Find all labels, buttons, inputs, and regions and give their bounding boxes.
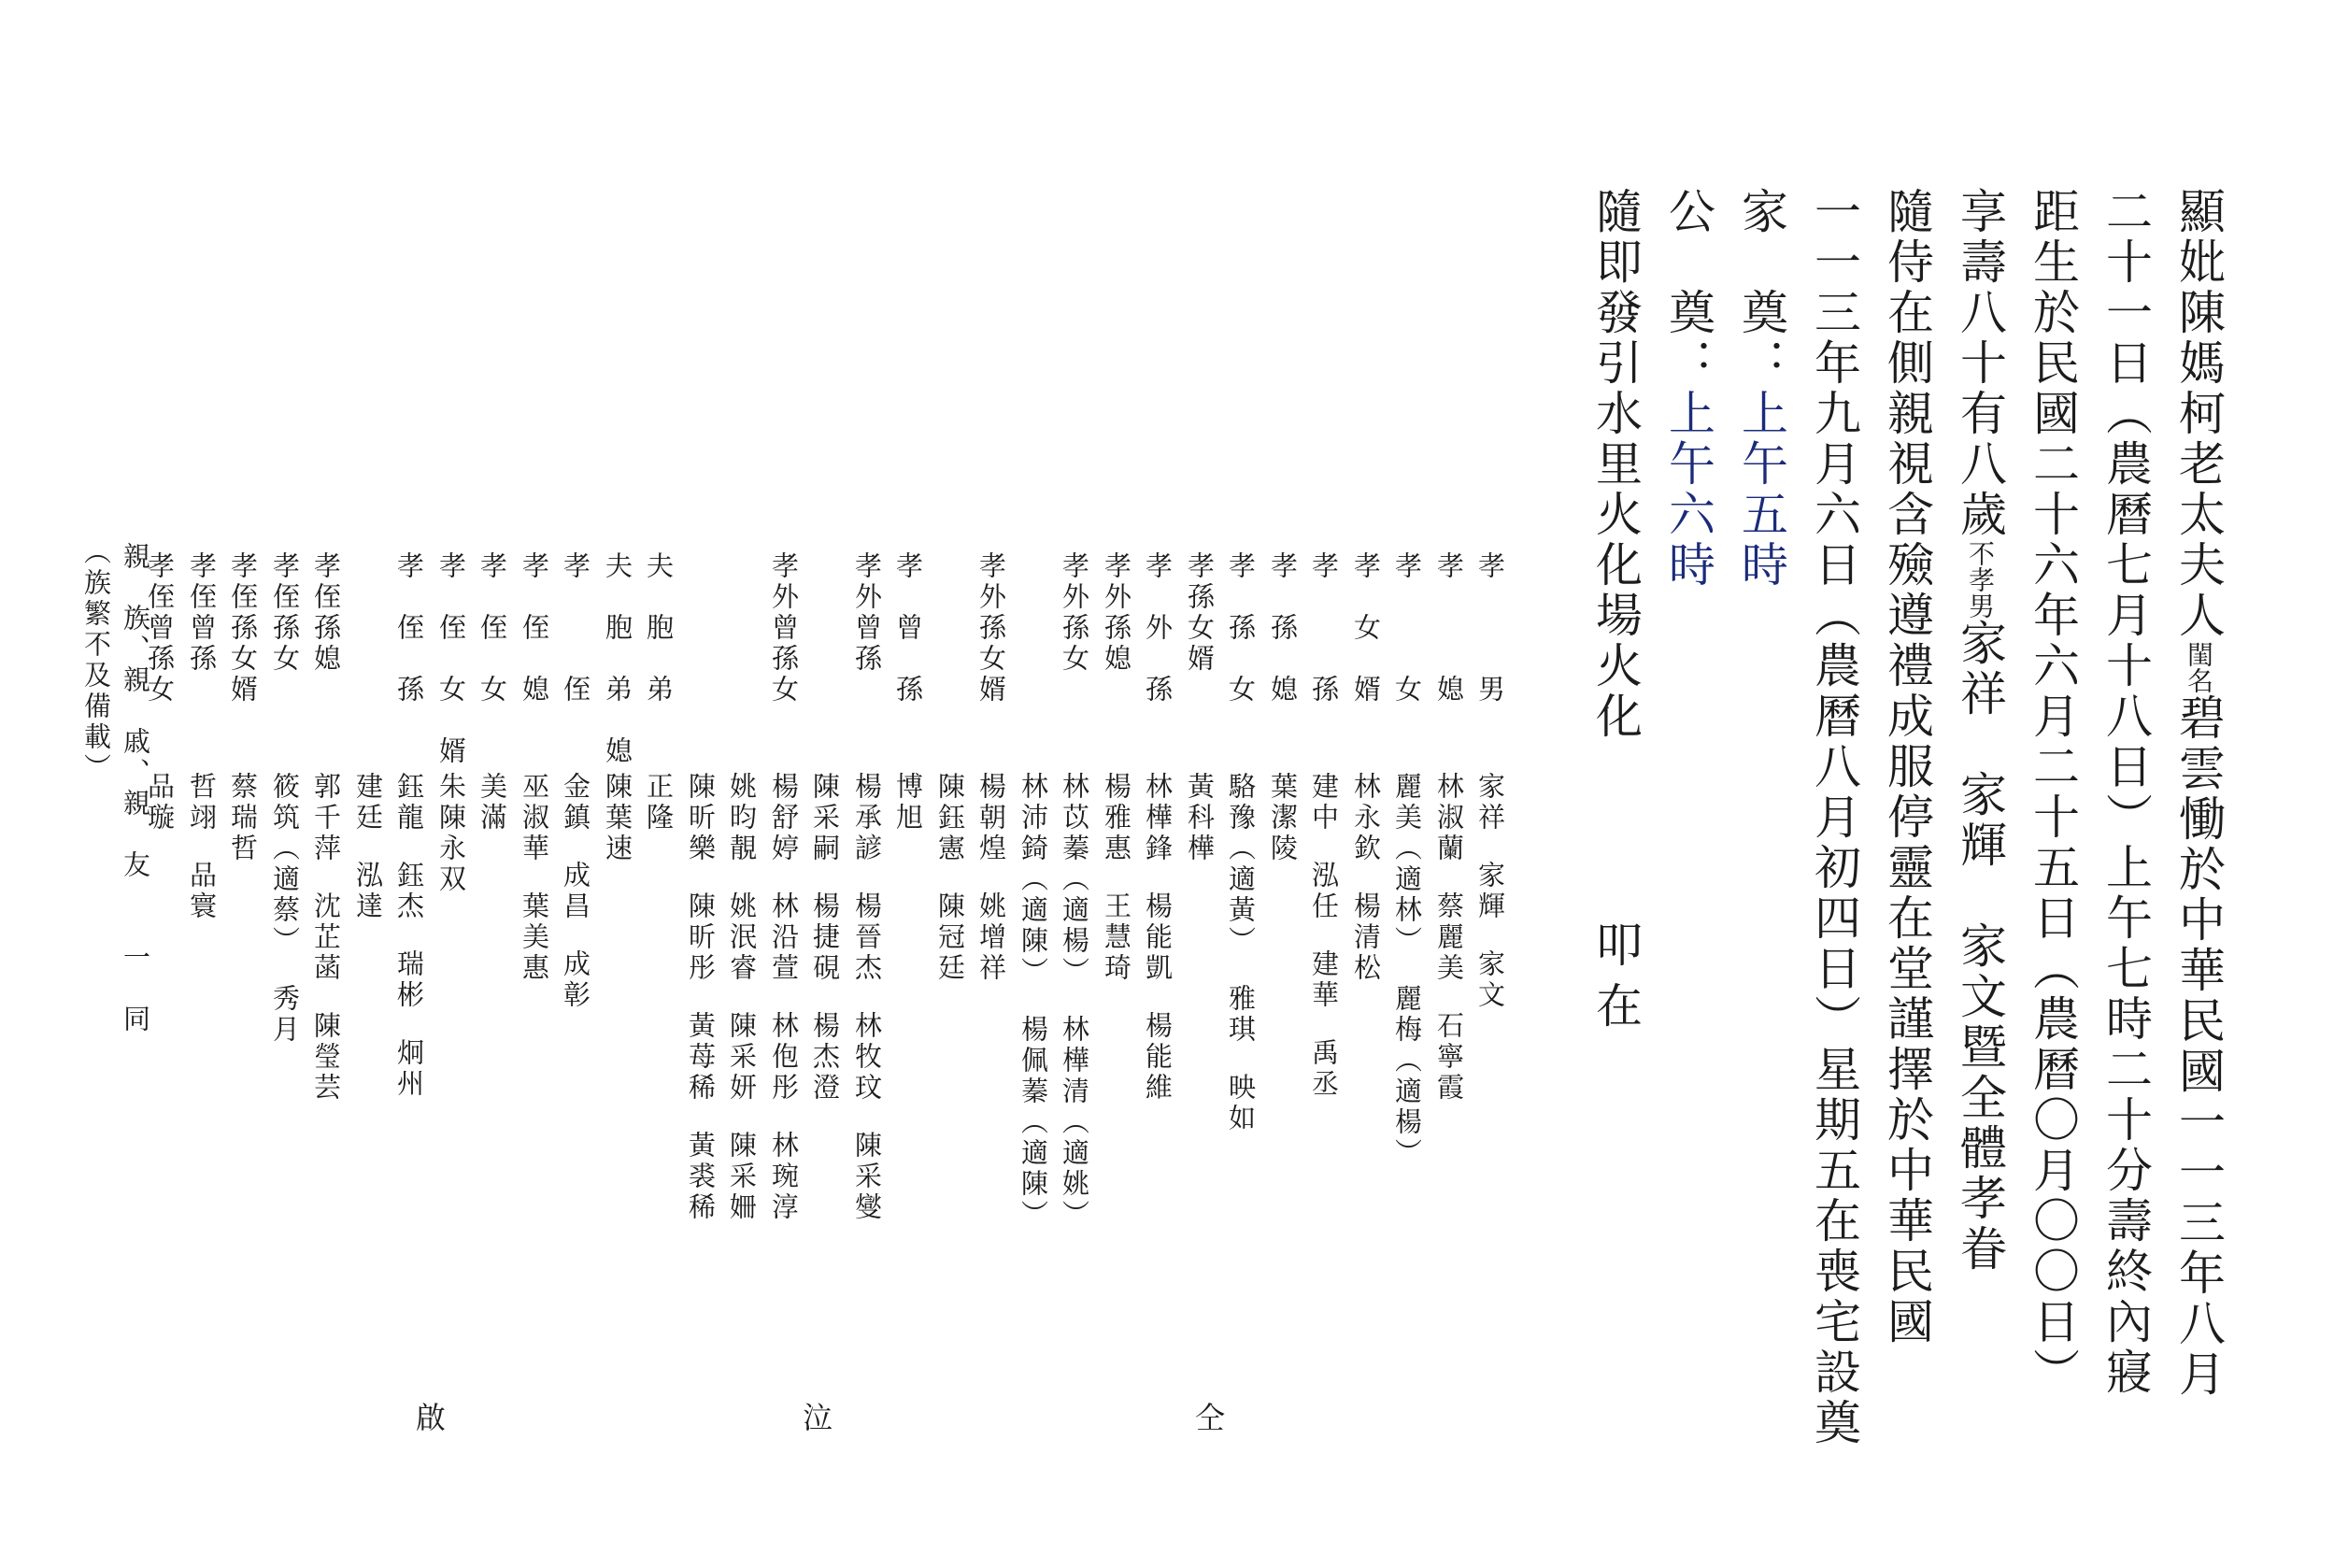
- mourner-name: 陳采妍: [726, 1011, 758, 1104]
- closing-qi-start: 啟: [411, 1402, 447, 1432]
- mourner-relation: 孝 媳: [1433, 551, 1465, 706]
- mourner-name: 駱豫（適黃）: [1225, 772, 1257, 957]
- mourner-name: 楊佩蓁（適陳）: [1018, 1015, 1049, 1231]
- mourner-relation: 孝 外 孫: [1142, 551, 1174, 706]
- mourner-name: 姚泯睿: [726, 891, 758, 984]
- mourner-relation: 孝外曾孫女: [768, 551, 800, 706]
- announcement-line-2: 二十一日（農曆七月十八日）上午七時二十分壽終內寢: [2099, 187, 2153, 1398]
- mourner-name: 成昌: [560, 861, 591, 922]
- mourner-name: 郭千萍: [310, 772, 342, 864]
- mourner-name: 建華: [1308, 949, 1340, 1011]
- mourner-name: 陳葉速: [602, 772, 633, 864]
- mourner-name: 秀月: [269, 984, 301, 1046]
- family-rite-line: 家 奠：上午五時: [1734, 187, 1788, 591]
- mourner-name: 陳瑩芸: [310, 1011, 342, 1104]
- mourner-relation: 孝 侄: [560, 551, 591, 706]
- mourner-name: 林牧玟: [851, 1011, 883, 1104]
- mourner-name: 林永欽: [1350, 772, 1382, 864]
- mourner-name: 黃科樺: [1184, 772, 1216, 864]
- mourner-relation: 孝 侄 女: [477, 551, 508, 706]
- mourner-name: 林琬淳: [768, 1131, 800, 1223]
- mourner-name: 姚昀靚: [726, 772, 758, 864]
- relatives-line: 親 族、親 戚、親 友 一 同: [120, 542, 151, 1035]
- mourner-relation: 孝 侄 孫: [393, 551, 425, 706]
- son-label: 不孝男: [1965, 540, 1996, 619]
- mourner-name: 楊晉杰: [851, 891, 883, 984]
- mourner-relation: 孝侄曾孫女: [144, 551, 176, 706]
- family-rite-time: 上午五時: [1734, 389, 1788, 591]
- mourner-name: 陳冠廷: [934, 891, 966, 984]
- mourner-name: 陳采姍: [726, 1131, 758, 1223]
- mourner-relation: 孝 孫: [1308, 551, 1340, 706]
- mourner-relation: 孝 男: [1474, 551, 1506, 706]
- public-rite-line: 公 奠：上午六時: [1661, 187, 1715, 591]
- mourner-name: 陳昕彤: [685, 891, 717, 984]
- mourner-name: 黃裘稀: [685, 1131, 717, 1223]
- mourner-name: 炯州: [393, 1038, 425, 1100]
- mourner-relation: 孝侄孫媳: [310, 551, 342, 675]
- mourner-name: 品寰: [186, 861, 218, 922]
- announcement-line-6: 一一三年九月六日（農曆八月初四日）星期五在喪宅設奠: [1807, 187, 1861, 1448]
- mourner-relation: 孝外孫女: [1059, 551, 1090, 675]
- mourner-name: 泓任: [1308, 861, 1340, 922]
- mourner-name: 林苡蓁（適楊）: [1059, 772, 1090, 988]
- mourner-name: 楊杰澄: [809, 1011, 841, 1104]
- mourner-name: 雅琪: [1225, 984, 1257, 1046]
- mourner-relation: 孝 女 婿: [1350, 551, 1382, 706]
- mourner-name: 建廷: [352, 772, 384, 834]
- mourner-name: 建中: [1308, 772, 1340, 834]
- closing-tong: 仝: [1190, 1402, 1226, 1432]
- zai-character: 在: [1588, 981, 1643, 1032]
- announcement-line-1: 顯妣陳媽柯老太夫人閨名碧雲慟於中華民國一一三年八月: [2171, 187, 2226, 1400]
- mourner-name: 沈芷菡: [310, 891, 342, 984]
- mourner-name: 正隆: [643, 772, 675, 834]
- mourner-name: 王慧琦: [1101, 891, 1132, 984]
- mourner-name: 林沿萱: [768, 891, 800, 984]
- mourner-relation: 孝侄孫女: [269, 551, 301, 675]
- mourner-name: 家輝: [1474, 861, 1506, 922]
- mourner-name: 品璇: [144, 772, 176, 834]
- mourner-name: 楊朝煌: [975, 772, 1007, 864]
- mourner-relation: 孝外孫女婿: [975, 551, 1007, 706]
- mourner-name: 金鎮: [560, 772, 591, 834]
- mourner-name: 哲翊: [186, 772, 218, 834]
- mourner-name: 陳采燮: [851, 1131, 883, 1223]
- mourner-name: 筱筑（適蔡）: [269, 772, 301, 957]
- mourner-name: 楊能凱: [1142, 891, 1174, 984]
- mourner-name: 姚增祥: [975, 891, 1007, 984]
- mourner-name: 鈺龍: [393, 772, 425, 834]
- closing-qi: 泣: [798, 1402, 833, 1432]
- mourner-relation: 孝外曾孫: [851, 551, 883, 675]
- mourner-relation: 夫 胞 弟 媳: [602, 551, 633, 767]
- cremation-line: 隨即發引水里火化場火化: [1588, 187, 1643, 742]
- mourner-name: 巫淑華: [519, 772, 550, 864]
- mourner-relation: 孝孫女婿: [1184, 551, 1216, 675]
- mourner-relation: 孝 孫 女: [1225, 551, 1257, 706]
- mourner-name: 陳采嗣: [809, 772, 841, 864]
- mourner-name: 林淑蘭: [1433, 772, 1465, 864]
- mourner-name: 石寧霞: [1433, 1011, 1465, 1104]
- mourner-name: 楊承諺: [851, 772, 883, 864]
- mourner-name: 葉潔陵: [1267, 772, 1299, 864]
- mourner-name: 美滿: [477, 772, 508, 834]
- mourner-name: 家文: [1474, 949, 1506, 1011]
- note-line: （族繁不及備載）: [80, 537, 112, 784]
- mourner-name: 禹丞: [1308, 1038, 1340, 1100]
- mourner-name: 陳昕樂: [685, 772, 717, 864]
- mourner-name: 林樺清（適姚）: [1059, 1015, 1090, 1231]
- mourner-relation: 孝 侄 媳: [519, 551, 550, 706]
- mourner-name: 朱陳永双: [435, 772, 467, 895]
- mourner-name: 瑞彬: [393, 949, 425, 1011]
- mourner-name: 楊清松: [1350, 891, 1382, 984]
- mourner-name: 陳鈺憲: [934, 772, 966, 864]
- mourner-relation: 孝侄曾孫: [186, 551, 218, 675]
- mourner-relation: 孝侄孫女婿: [227, 551, 259, 706]
- mourner-name: 黃苺稀: [685, 1011, 717, 1104]
- mourner-relation: 孝 曾 孫: [892, 551, 924, 706]
- mourner-name: 林沛錡（適陳）: [1018, 772, 1049, 988]
- announcement-line-3: 距生於民國二十六年六月二十五日（農曆〇月〇〇日）: [2026, 187, 2080, 1398]
- mourner-name: 麗美（適林）: [1391, 772, 1423, 957]
- mourner-name: 鈺杰: [393, 861, 425, 922]
- honorific-note: 閨名: [2184, 641, 2214, 693]
- mourner-name: 蔡麗美: [1433, 891, 1465, 984]
- mourner-name: 博旭: [892, 772, 924, 834]
- mourner-name: 楊雅惠: [1101, 772, 1132, 864]
- mourner-name: 林佨彤: [768, 1011, 800, 1104]
- mourner-name: 成彰: [560, 949, 591, 1011]
- mourner-name: 葉美惠: [519, 891, 550, 984]
- mourner-name: 泓達: [352, 861, 384, 922]
- mourner-relation: 孝 女: [1391, 551, 1423, 706]
- announcement-line-5: 隨侍在側親視含殮遵禮成服停靈在堂謹擇於中華民國: [1880, 187, 1934, 1347]
- announcement-line-4: 享壽八十有八歲不孝男家祥 家輝 家文暨全體孝眷: [1953, 187, 2007, 1275]
- mourner-name: 麗梅（適楊）: [1391, 984, 1423, 1169]
- mourner-name: 楊舒婷: [768, 772, 800, 864]
- mourner-name: 楊捷硯: [809, 891, 841, 984]
- mourner-name: 林樺鋒: [1142, 772, 1174, 864]
- mourner-relation: 夫 胞 弟: [643, 551, 675, 706]
- mourner-relation: 孝 孫 媳: [1267, 551, 1299, 706]
- mourner-relation: 孝 侄 女 婿: [435, 551, 467, 767]
- kou-character: 叩: [1588, 920, 1643, 971]
- mourner-name: 蔡瑞哲: [227, 772, 259, 864]
- mourner-name: 楊能維: [1142, 1011, 1174, 1104]
- mourner-relation: 孝外孫媳: [1101, 551, 1132, 675]
- mourner-name: 家祥: [1474, 772, 1506, 834]
- public-rite-time: 上午六時: [1661, 389, 1715, 591]
- mourner-name: 映如: [1225, 1073, 1257, 1134]
